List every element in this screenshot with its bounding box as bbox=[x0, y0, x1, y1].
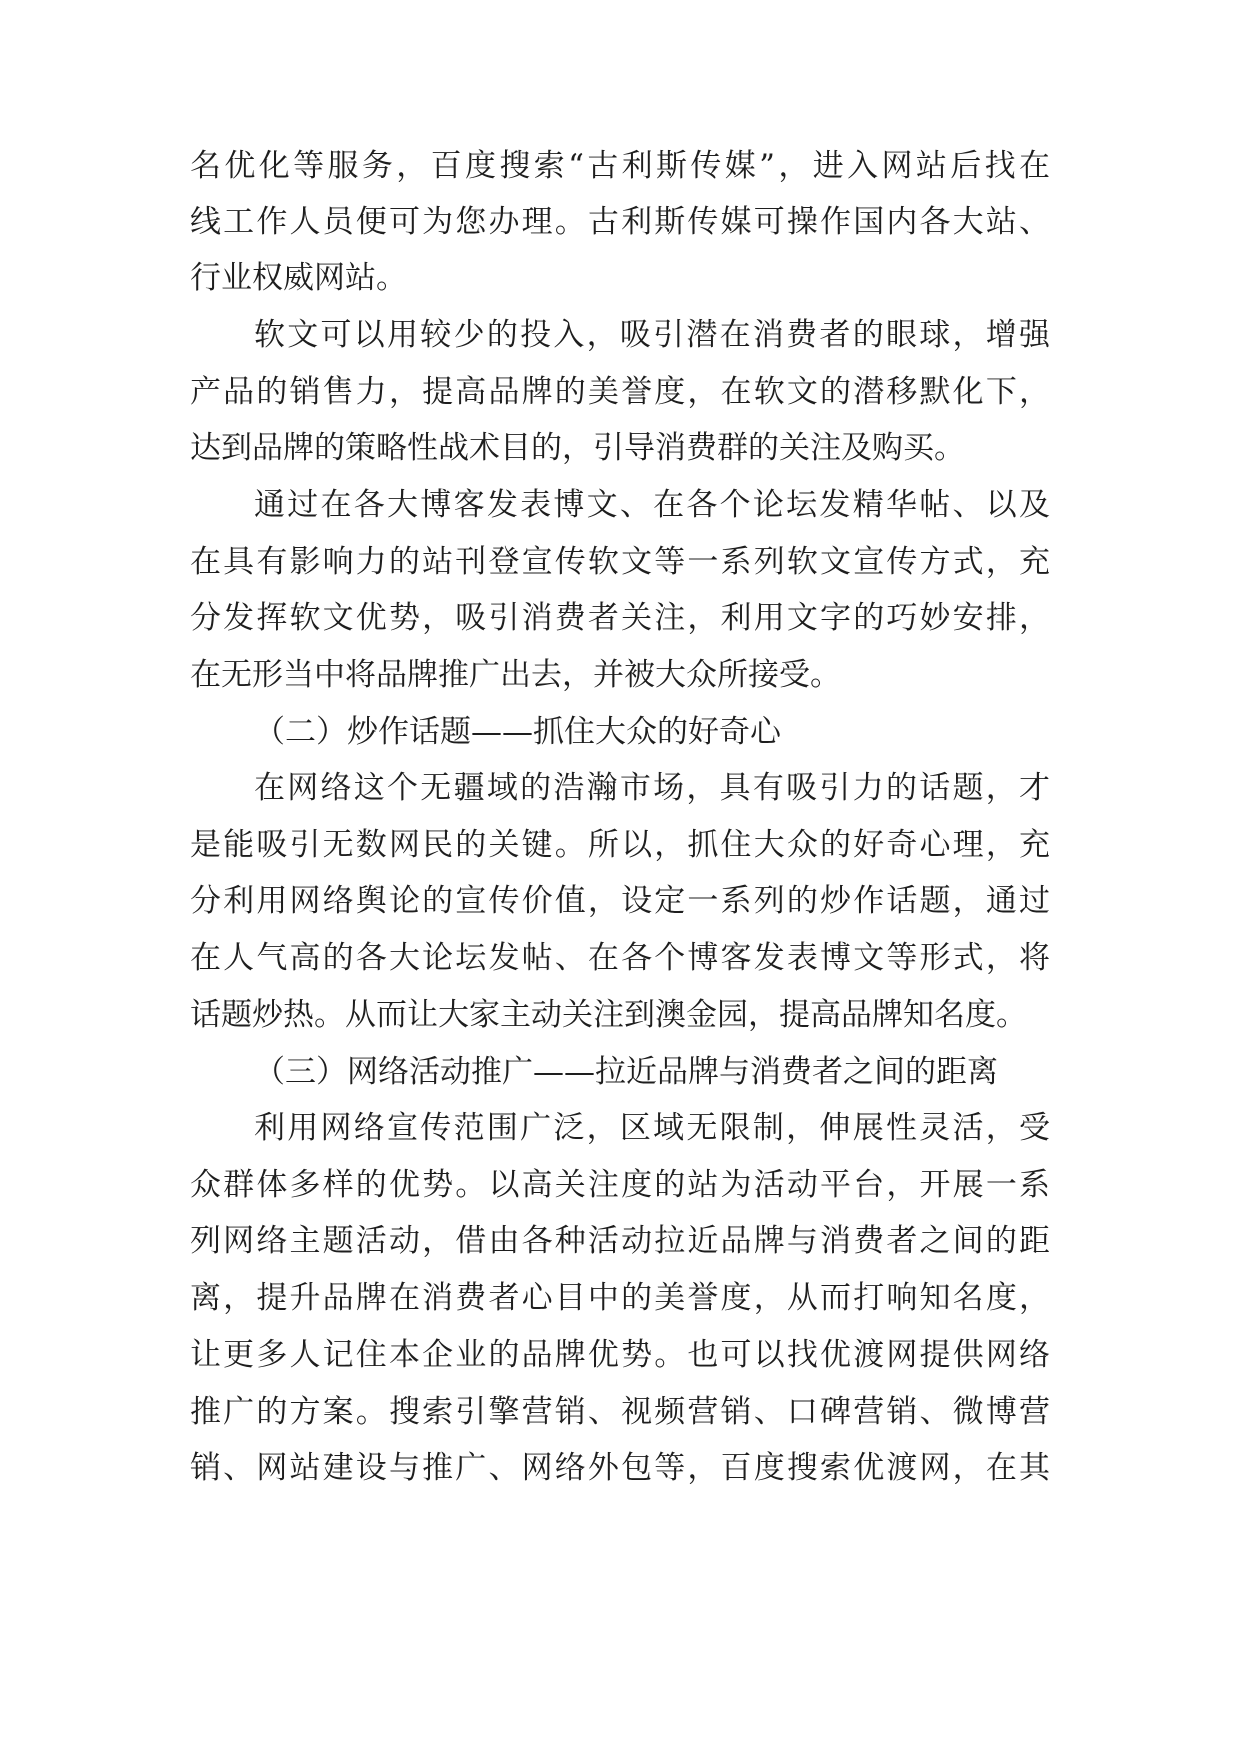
text-line: 达到品牌的策略性战术目的，引导消费群的关注及购买。 bbox=[190, 430, 965, 466]
text-line: 在无形当中将品牌推广出去，并被大众所接受。 bbox=[190, 657, 841, 693]
text-line: 众群体多样的优势。以高关注度的站为活动平台，开展一系 bbox=[190, 1167, 1050, 1203]
text-line: 销、网站建设与推广、网络外包等，百度搜索优渡网，在其 bbox=[190, 1450, 1050, 1486]
text-line: 分利用网络舆论的宣传价值，设定一系列的炒作话题，通过 bbox=[190, 883, 1050, 919]
text-line: 产品的销售力，提高品牌的美誉度，在软文的潜移默化下， bbox=[190, 374, 1050, 410]
text-line: 分发挥软文优势，吸引消费者关注，利用文字的巧妙安排， bbox=[190, 600, 1050, 636]
text-line: 在具有影响力的站刊登宣传软文等一系列软文宣传方式，充 bbox=[190, 544, 1050, 580]
paragraph-first-line: 利用网络宣传范围广泛，区域无限制，伸展性灵活，受 bbox=[254, 1110, 1050, 1146]
text-line: 列网络主题活动，借由各种活动拉近品牌与消费者之间的距 bbox=[190, 1223, 1050, 1259]
text-line: 在人气高的各大论坛发帖、在各个博客发表博文等形式，将 bbox=[190, 940, 1050, 976]
text-line: 是能吸引无数网民的关键。所以，抓住大众的好奇心理，充 bbox=[190, 827, 1050, 863]
text-line: 推广的方案。搜索引擎营销、视频营销、口碑营销、微博营 bbox=[190, 1394, 1050, 1430]
section-heading: （三）网络活动推广——拉近品牌与消费者之间的距离 bbox=[254, 1054, 998, 1090]
paragraph-first-line: 通过在各大博客发表博文、在各个论坛发精华帖、以及 bbox=[254, 487, 1050, 523]
paragraph-first-line: 在网络这个无疆域的浩瀚市场，具有吸引力的话题，才 bbox=[254, 770, 1050, 806]
paragraph-first-line: 软文可以用较少的投入，吸引潜在消费者的眼球，增强 bbox=[254, 317, 1050, 353]
text-line: 行业权威网站。 bbox=[190, 260, 407, 296]
text-line: 话题炒热。从而让大家主动关注到澳金园，提高品牌知名度。 bbox=[190, 997, 1027, 1033]
section-heading: （二）炒作话题——抓住大众的好奇心 bbox=[254, 714, 781, 750]
text-line: 离，提升品牌在消费者心目中的美誉度，从而打响知名度， bbox=[190, 1280, 1050, 1316]
text-line: 名优化等服务，百度搜索“古利斯传媒”，进入网站后找在 bbox=[190, 148, 1050, 184]
text-line: 线工作人员便可为您办理。古利斯传媒可操作国内各大站、 bbox=[190, 204, 1050, 240]
text-line: 让更多人记住本企业的品牌优势。也可以找优渡网提供网络 bbox=[190, 1337, 1050, 1373]
